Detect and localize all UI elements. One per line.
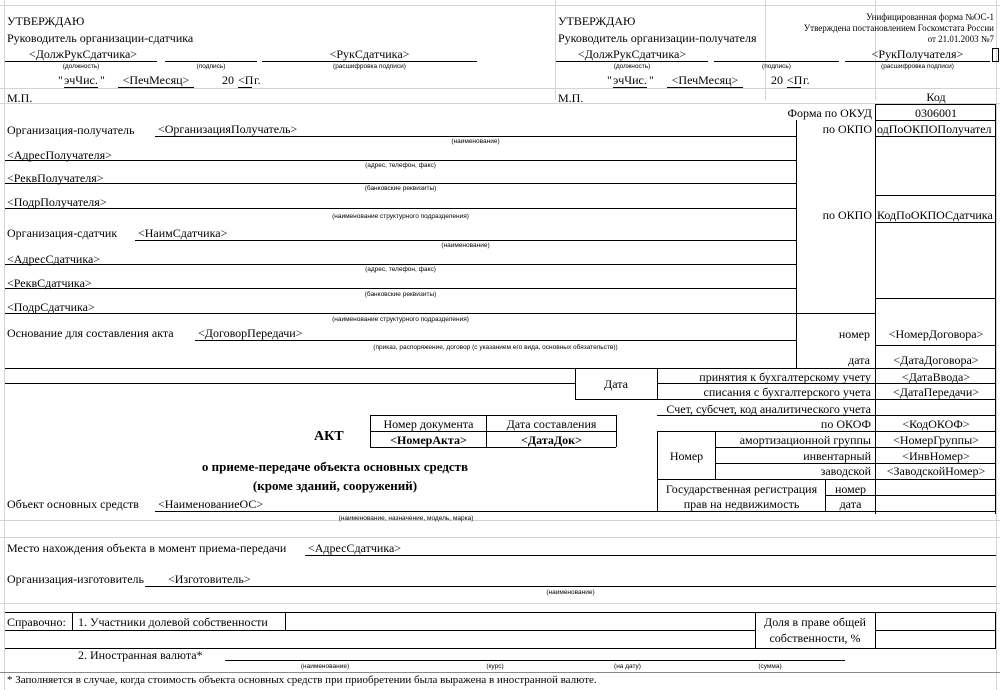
- sender-dept-field[interactable]: <ПодрСдатчика>: [7, 300, 95, 314]
- footnote: * Заполняется в случае, когда стоимость объекта основных средств при приобретении была выражена в иностранной валюте.: [7, 674, 597, 686]
- contract-number-value[interactable]: <НомерДоговора>: [888, 327, 984, 341]
- state-reg-line2: прав на недвижимость: [683, 497, 800, 511]
- left-year-suffix: г.: [254, 73, 261, 87]
- factory-number-value[interactable]: <ЗаводскойНомер>: [886, 464, 986, 478]
- cap-receiver-dept: (наименование структурного подразделения): [332, 213, 469, 220]
- share-line1: Доля в праве общей: [764, 615, 866, 629]
- reg-date-label: дата: [839, 497, 862, 511]
- right-position-field[interactable]: <ДолжРукСдатчика>: [577, 47, 687, 61]
- okpo-sender-value[interactable]: КодПоОКПОСдатчика: [877, 208, 993, 222]
- basis-label: Основание для составления акта: [7, 326, 174, 340]
- code-header: Код: [926, 90, 946, 104]
- receiver-label: Организация-получатель: [7, 123, 135, 137]
- cap-currency-sum: (сумма): [758, 663, 782, 670]
- okof-value[interactable]: <КодОКОФ>: [902, 417, 970, 431]
- left-century: 20: [222, 73, 234, 87]
- cap-right-position: (должность): [613, 63, 651, 70]
- factory-number-label: заводской: [820, 464, 871, 478]
- accept-date-label: принятия к бухгалтерскому учету: [699, 370, 871, 384]
- inventory-number-value[interactable]: <ИнвНомер>: [902, 449, 970, 463]
- basis-field[interactable]: <ДоговорПередачи>: [198, 326, 303, 340]
- accept-date-value[interactable]: <ДатаВвода>: [901, 370, 971, 384]
- approval-left-role: Руководитель организации-сдатчика: [7, 31, 194, 45]
- contract-date-label: дата: [848, 353, 870, 367]
- doc-number-label: Номер документа: [383, 417, 474, 431]
- act-subtitle-2: (кроме зданий, сооружений): [252, 478, 418, 493]
- share-line2: собственности, %: [769, 631, 861, 645]
- cap-left-position: (должность): [62, 63, 100, 70]
- right-year-field[interactable]: <П: [787, 73, 803, 87]
- account-label: Счет, субсчет, код аналитического учета: [666, 402, 871, 416]
- right-day-field[interactable]: эчЧис.: [613, 73, 647, 87]
- cap-receiver-name: (наименование): [451, 138, 500, 145]
- act-title: АКТ: [314, 429, 344, 444]
- asset-field[interactable]: <НаименованиеОС>: [158, 497, 264, 511]
- form-header-line2: Утверждена постановлением Госкомстата России: [803, 23, 994, 33]
- cap-maker: (наименование): [546, 589, 595, 596]
- approval-left-title: УТВЕРЖДАЮ: [7, 14, 85, 28]
- form-header-line1: Унифицированная форма №ОС-1: [866, 12, 994, 22]
- cap-currency-rate: (курс): [486, 663, 504, 670]
- amort-group-value[interactable]: <НомерГруппы>: [893, 433, 979, 447]
- location-field[interactable]: <АдресСдатчика>: [308, 541, 402, 555]
- reference-item1: 1. Участники долевой собственности: [78, 615, 268, 629]
- reference-label: Справочно:: [7, 615, 66, 629]
- okpo-receiver-value[interactable]: одПоОКПОПолучател: [877, 122, 992, 136]
- cap-receiver-bank: (банковские реквизиты): [364, 185, 437, 192]
- approval-right-title: УТВЕРЖДАЮ: [558, 14, 636, 28]
- number-group-label: Номер: [669, 449, 704, 463]
- maker-label: Организация-изготовитель: [7, 572, 145, 586]
- left-year-field[interactable]: <П: [238, 73, 254, 87]
- left-day-field[interactable]: эчЧис.: [64, 73, 98, 87]
- act-subtitle-1: о приеме-передаче объекта основных средств: [201, 459, 469, 474]
- left-quote-close: ": [100, 73, 105, 87]
- sender-address-field[interactable]: <АдресСдатчика>: [7, 252, 101, 266]
- sender-field[interactable]: <НаимСдатчика>: [138, 226, 228, 240]
- writeoff-date-label: списания с бухгалтерского учета: [703, 385, 871, 399]
- doc-date-label: Дата составления: [506, 417, 597, 431]
- doc-date-value[interactable]: <ДатаДок>: [521, 433, 582, 447]
- cap-sender-name: (наименование): [441, 242, 490, 249]
- right-quote-open: ": [607, 73, 612, 87]
- cap-left-signature: (подпись): [196, 63, 226, 70]
- okud-value: 0306001: [915, 106, 957, 120]
- form-header-line3: от 21.01.2003 №7: [927, 34, 994, 44]
- cap-sender-dept: (наименование структурного подразделения): [332, 316, 469, 323]
- cap-sender-address: (адрес, телефон, факс): [365, 266, 436, 273]
- sender-bank-field[interactable]: <РеквСдатчика>: [7, 276, 92, 290]
- okpo-sender-label: по ОКПО: [822, 208, 872, 222]
- receiver-field[interactable]: <ОрганизацияПолучатель>: [158, 122, 298, 136]
- receiver-address-field[interactable]: <АдресПолучателя>: [7, 148, 112, 162]
- sender-label: Организация-сдатчик: [7, 226, 118, 240]
- reg-number-label: номер: [834, 482, 867, 496]
- cap-sender-bank: (банковские реквизиты): [364, 291, 437, 298]
- receiver-bank-field[interactable]: <РеквПолучателя>: [7, 171, 104, 185]
- cap-right-decoding: (расшифровка подписи): [881, 63, 954, 70]
- left-name-field[interactable]: <РукСдатчика>: [329, 47, 410, 61]
- reference-item2: 2. Иностранная валюта*: [78, 648, 203, 662]
- corner-marker: [992, 48, 999, 62]
- right-century: 20: [771, 73, 783, 87]
- cap-currency-date: (на дату): [614, 663, 641, 670]
- maker-field[interactable]: <Изготовитель>: [168, 572, 251, 586]
- form-header: [770, 12, 994, 45]
- approval-right-role: Руководитель организации-получателя: [558, 31, 757, 45]
- left-month-field[interactable]: <ПечМесяц>: [122, 73, 190, 87]
- okud-label: Форма по ОКУД: [787, 106, 872, 120]
- left-position-field[interactable]: <ДолжРукСдатчика>: [28, 47, 138, 61]
- right-name-field[interactable]: <РукПолучателя>: [871, 47, 964, 61]
- right-month-field[interactable]: <ПечМесяц>: [671, 73, 739, 87]
- cap-left-decoding: (расшифровка подписи): [333, 63, 406, 70]
- right-stamp: М.П.: [558, 91, 584, 105]
- state-reg-line1: Государственная регистрация: [665, 482, 818, 496]
- okpo-receiver-label: по ОКПО: [822, 122, 872, 136]
- cap-asset: (наименование, назначение, модель, марка): [338, 515, 474, 522]
- cap-receiver-address: (адрес, телефон, факс): [365, 162, 436, 169]
- writeoff-date-value[interactable]: <ДатаПередачи>: [892, 385, 980, 399]
- contract-date-value[interactable]: <ДатаДоговора>: [893, 353, 979, 367]
- asset-label: Объект основных средств: [7, 497, 139, 511]
- cap-right-signature: (подпись): [762, 63, 791, 70]
- right-year-suffix: г.: [803, 73, 810, 87]
- doc-number-value[interactable]: <НомерАкта>: [390, 433, 467, 447]
- inventory-number-label: инвентарный: [803, 449, 871, 463]
- location-label: Место нахождения объекта в момент приема-передачи: [7, 541, 287, 555]
- right-quote-close: ": [649, 73, 654, 87]
- left-stamp: М.П.: [7, 91, 33, 105]
- cap-basis: (приказ, распоряжение, договор (с указанием его вида, основных обязательств)): [373, 344, 618, 351]
- date-group-label: Дата: [604, 377, 628, 391]
- left-quote-open: ": [58, 73, 63, 87]
- contract-number-label: номер: [838, 327, 870, 341]
- okof-label: по ОКОФ: [820, 417, 871, 431]
- amort-group-label: амортизационной группы: [739, 433, 871, 447]
- cap-currency-name: (наименование): [300, 663, 350, 670]
- receiver-dept-field[interactable]: <ПодрПолучателя>: [7, 195, 107, 209]
